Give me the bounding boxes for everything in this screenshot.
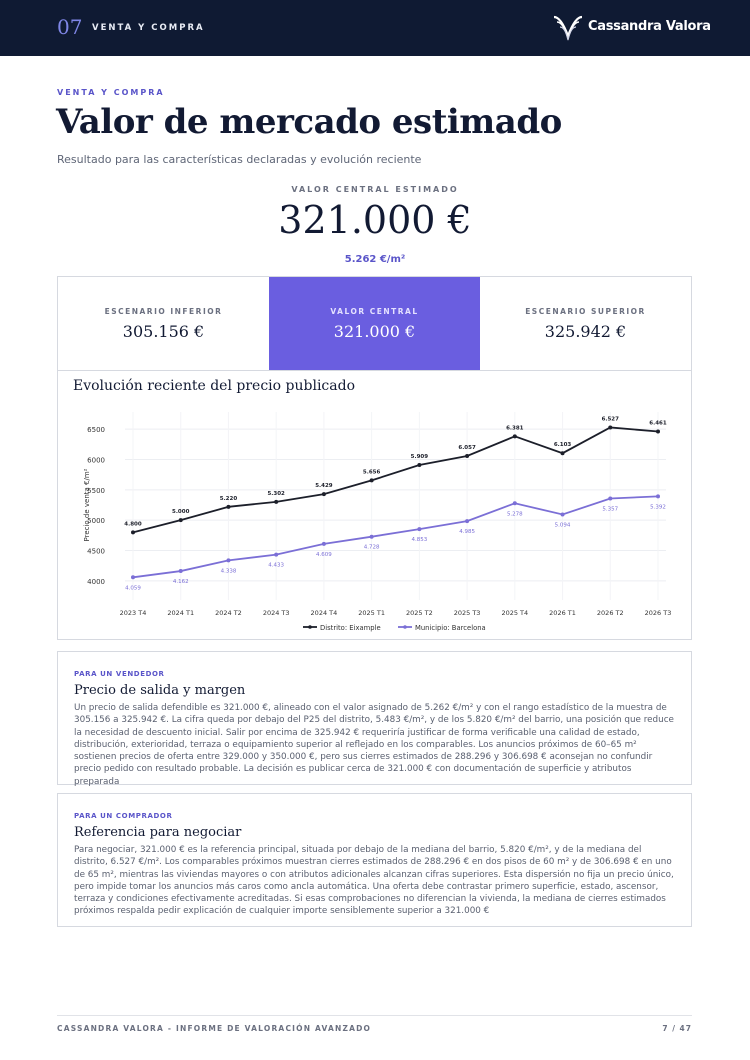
data-point — [465, 454, 469, 458]
x-tick-label: 2024 T4 — [310, 609, 338, 617]
x-tick-label: 2023 T4 — [119, 609, 147, 617]
data-point — [274, 553, 278, 557]
data-point — [417, 527, 421, 531]
chart-title: Evolución reciente del precio publicado — [73, 378, 356, 394]
x-tick-label: 2025 T2 — [406, 609, 433, 617]
page-title: Valor de mercado estimado — [56, 102, 562, 142]
scenario-value: 321.000 € — [333, 322, 416, 341]
data-label: 6.057 — [458, 445, 476, 452]
data-point — [561, 512, 565, 516]
series-line — [133, 427, 658, 532]
data-point — [179, 518, 183, 522]
data-label: 4.800 — [124, 521, 142, 528]
seller-title: Precio de salida y margen — [74, 683, 246, 698]
central-per-sqm: 5.262 €/m² — [344, 254, 406, 265]
data-point — [131, 575, 135, 579]
data-label: 4.609 — [316, 551, 332, 558]
y-tick-label: 5500 — [87, 486, 105, 495]
data-point — [513, 434, 517, 438]
x-tick-label: 2026 T2 — [596, 609, 624, 617]
data-label: 5.909 — [410, 453, 429, 460]
seller-body: Un precio de salida defendible es 321.000 €, alineado con el valor asignado de 5.262 €/m² y con el rango estadístico de la muestra de 305.156 a 325.942 €. La cifra queda por debajo del P25 del distrito, 5.483 €/m², y de los 5.820 €/m² del barrio, una posición que reduce la necesidad de descuento inicial. Salir por encima de 325.942 € requeriría justificar de forma verificable una calidad de estado, distribución, exterioridad, terraza o equipamiento superior al reflejado en los comparables. Los anuncios próximos de 60–65 m² sostienen precios de oferta entre 329.000 y 350.000 €, pero sus cierres estimados de 288.296 y 306.698 € aconsejan no confundir precio pedido con resultado probable. La decisión es publicar cerca de 321.000 € con documentación de superficie y atributos preparada — [74, 703, 674, 787]
y-tick-label: 4000 — [87, 577, 105, 586]
data-point — [274, 500, 278, 504]
section-number: 07 — [57, 15, 83, 39]
data-label: 5.278 — [506, 511, 523, 518]
data-label: 6.381 — [506, 425, 524, 432]
data-label: 5.656 — [362, 469, 381, 476]
legend-marker — [308, 625, 312, 629]
legend-marker — [403, 625, 407, 629]
data-point — [370, 478, 374, 482]
x-tick-label: 2025 T3 — [453, 609, 481, 617]
data-point — [513, 501, 517, 505]
scenario-label: ESCENARIO SUPERIOR — [525, 307, 646, 316]
data-point — [322, 492, 326, 496]
central-value: 321.000 € — [278, 198, 472, 242]
data-point — [179, 569, 183, 573]
data-point — [417, 463, 421, 467]
data-label: 4.162 — [172, 579, 189, 586]
brand-name: Cassandra Valora — [588, 19, 711, 34]
y-axis-label: Precio de venta €/m² — [83, 468, 91, 542]
footer-page-number: 7 / 47 — [662, 1024, 692, 1033]
scenario-label: ESCENARIO INFERIOR — [104, 307, 223, 316]
data-label: 5.302 — [267, 490, 285, 497]
buyer-body: Para negociar, 321.000 € es la referencia principal, situada por debajo de la mediana del barrio, 5.820 €/m², y de la mediana del distrito, 6.527 €/m². Los comparables próximos muestran cierres estimados de 288.296 € en dos pisos de 60 m² y de 306.698 € en uno de 65 m², mientras las viviendas mayores o con atributos adicionales alcanzan cifras superiores. Esta dispersión no fija un precio único, pero impide tomar los anuncios más caros como ancla automática. Una oferta debe contrastar primero superficie, estado, ascensor, terraza y condiciones efectivamente acreditadas. Si esas comprobaciones no diferencian la vivienda, la mediana de cierres estimados próximos respalda pedir explicación de cualquier importe sensiblemente superior a 321.000 € — [74, 845, 674, 917]
wave-v-logo-icon — [553, 14, 583, 42]
data-label: 5.220 — [219, 495, 238, 502]
scenario-lower — [58, 277, 269, 370]
x-tick-label: 2025 T4 — [501, 609, 529, 617]
data-point — [656, 429, 660, 433]
scenario-value: 325.942 € — [544, 322, 627, 341]
y-tick-label: 6500 — [87, 426, 105, 435]
x-tick-label: 2024 T3 — [262, 609, 290, 617]
page-kicker: VENTA Y COMPRA — [57, 88, 165, 97]
scenario-central — [269, 277, 480, 370]
data-label: 4.433 — [268, 562, 285, 569]
price-evolution-chart — [57, 370, 692, 640]
x-tick-label: 2025 T1 — [358, 609, 385, 617]
data-label: 6.103 — [553, 442, 572, 449]
data-point — [370, 535, 374, 539]
scenario-table — [57, 276, 692, 371]
data-point — [131, 530, 135, 534]
line-chart — [58, 370, 693, 640]
buyer-title: Referencia para negociar — [74, 825, 242, 840]
x-tick-label: 2026 T1 — [549, 609, 576, 617]
data-label: 4.853 — [411, 537, 428, 544]
x-tick-label: 2024 T2 — [215, 609, 242, 617]
data-point — [561, 451, 565, 455]
footer-report-name: CASSANDRA VALORA - INFORME DE VALORACIÓN AVANZADO — [57, 1024, 372, 1033]
data-point — [656, 494, 660, 498]
data-label: 5.392 — [650, 504, 666, 511]
x-tick-label: 2024 T1 — [167, 609, 195, 617]
legend-entry: Distrito: Eixample — [320, 624, 381, 632]
page-subtitle: Resultado para las características declaradas y evolución reciente — [57, 153, 422, 166]
data-label: 4.728 — [363, 544, 380, 551]
data-point — [608, 425, 612, 429]
data-label: 4.338 — [220, 568, 237, 575]
data-label: 6.527 — [601, 416, 619, 423]
scenario-upper — [480, 277, 691, 370]
series-line — [133, 496, 658, 577]
buyer-card — [57, 793, 692, 927]
data-point — [322, 542, 326, 546]
central-value-label: VALOR CENTRAL ESTIMADO — [291, 185, 459, 194]
y-tick-label: 5000 — [87, 517, 105, 526]
footer-divider — [57, 1015, 692, 1016]
data-label: 4.059 — [125, 585, 141, 592]
data-label: 5.357 — [602, 506, 619, 513]
scenario-value: 305.156 € — [122, 322, 205, 341]
seller-card — [57, 651, 692, 785]
buyer-kicker: PARA UN COMPRADOR — [74, 812, 173, 820]
data-point — [226, 505, 230, 509]
y-tick-label: 6000 — [87, 456, 105, 465]
top-bar — [0, 0, 750, 56]
y-tick-label: 4500 — [87, 547, 105, 556]
scenario-label: VALOR CENTRAL — [330, 307, 419, 316]
data-label: 5.000 — [172, 509, 190, 516]
data-label: 6.461 — [649, 420, 667, 427]
data-label: 5.094 — [554, 522, 571, 529]
section-title: VENTA Y COMPRA — [92, 23, 205, 33]
legend-entry: Municipio: Barcelona — [415, 624, 486, 632]
data-label: 5.429 — [315, 483, 333, 490]
data-point — [465, 519, 469, 523]
seller-kicker: PARA UN VENDEDOR — [74, 670, 165, 678]
x-tick-label: 2026 T3 — [644, 609, 672, 617]
data-label: 4.985 — [459, 529, 475, 536]
data-point — [226, 558, 230, 562]
data-point — [608, 497, 612, 501]
